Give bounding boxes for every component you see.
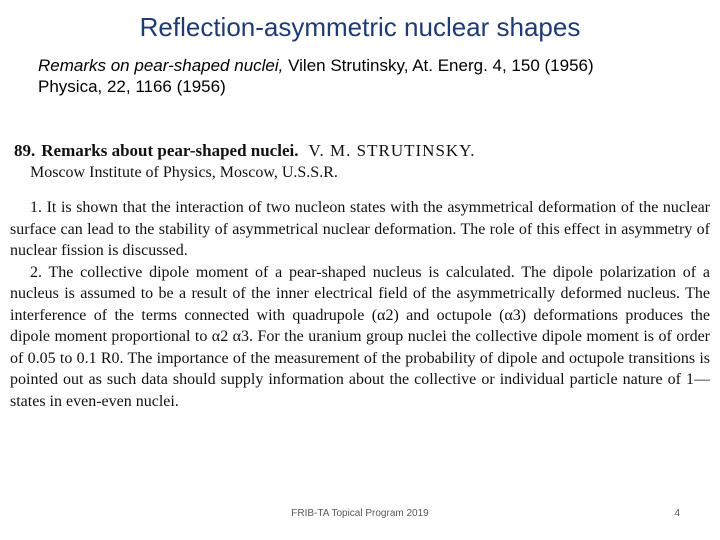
abstract-number: 89. [14, 141, 36, 160]
abstract-paragraph-1: 1. It is shown that the interaction of two nucleon states with the asymmetrical deformation of the nuclear surface can lead to the stability of asymmetrical nuclear deformation. The role of this effect in asymmetry of nuclear fission is discussed. [10, 199, 710, 259]
reference-journal: Vilen Strutinsky, At. Energ. 4, 150 (1956) [283, 56, 594, 75]
page-number: 4 [674, 508, 680, 519]
slide-footer: FRIB-TA Topical Program 2019 [291, 508, 429, 519]
abstract-paragraph-2: 2. The collective dipole moment of a pear-shaped nucleus is calculated. The dipole polarization of a nucleus is assumed to be a result of the inner electrical field of the asymmetrically deformed nucleus. The interference of the terms connected with quadrupole (α2) and octupole (α3) deformations produces the dipole moment proportional to α2 α3. For the uranium group nuclei the collective dipole moment is of order of 0.05 to 0.1 R0. The importance of the measurement of the probability of dipole and octupole transitions is pointed out as such data should supply information about the collective or individual particle nature of 1— states in even-even nuclei. [10, 263, 710, 410]
reference-line-1 [38, 55, 708, 76]
abstract-title: Remarks about pear-shaped nuclei. [41, 141, 299, 160]
abstract-institution: Moscow Institute of Physics, Moscow, U.S.S.R. [30, 164, 338, 181]
slide-title: Reflection-asymmetric nuclear shapes [139, 12, 581, 42]
abstract-header [14, 140, 710, 162]
reference-italic-title: Remarks on pear-shaped nuclei, [38, 56, 284, 75]
reference-line-2: Physica, 22, 1166 (1956) [38, 77, 226, 96]
reference-citation [38, 55, 708, 97]
abstract-scan [10, 140, 710, 412]
abstract-author: V. M. STRUTINSKY. [308, 141, 476, 160]
